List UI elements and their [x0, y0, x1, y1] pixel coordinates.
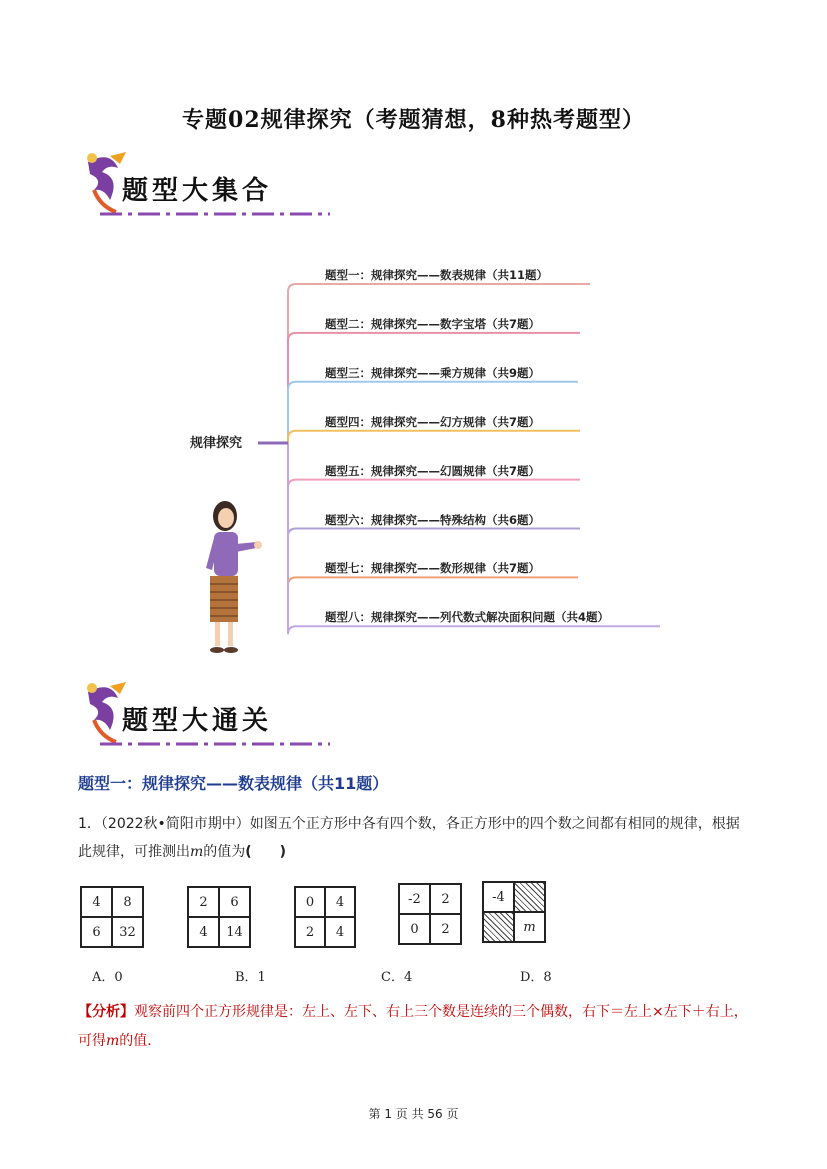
- hatched-cell: [514, 882, 545, 912]
- square-cell: 0: [295, 887, 325, 917]
- question-text-tail: 的值为: [203, 844, 246, 860]
- option-c[interactable]: C．4: [381, 970, 413, 985]
- square-cell: 6: [219, 887, 250, 917]
- question-1: [78, 810, 758, 866]
- banner-underline: [100, 740, 330, 750]
- question-text: 此规律，可推测出: [78, 844, 190, 860]
- square-1: [80, 886, 144, 948]
- mindmap-branch-line: [288, 431, 580, 443]
- analysis-text-tail: 的值．: [119, 1033, 162, 1049]
- section-banner-collection: [80, 150, 320, 225]
- analysis-tag: 【分析】: [78, 1004, 134, 1020]
- square-cell: 32: [112, 917, 143, 947]
- square-cell: 8: [112, 887, 143, 917]
- square-cell: 6: [81, 917, 112, 947]
- variable-m: m: [190, 844, 204, 860]
- page-footer: 第 1 页 共 56 页: [368, 1107, 459, 1121]
- square-cell: 2: [430, 884, 461, 914]
- mindmap-branch-label: 题型六：规律探究——特殊结构（共6题）: [325, 512, 540, 527]
- square-cell: 14: [219, 917, 250, 947]
- question-line-1: 1．（2022秋•简阳市期中）如图五个正方形中各有四个数，各正方形中的四个数之间都有相同的规律，根据: [78, 816, 740, 832]
- mindmap-root: 规律探究: [190, 436, 243, 451]
- mindmap-branch-label: 题型八：规律探究——列代数式解决面积问题（共4题）: [325, 610, 609, 625]
- square-cell: 4: [81, 887, 112, 917]
- square-2: [187, 886, 251, 948]
- analysis-line-1: [78, 998, 758, 1027]
- section-heading: 题型一：规律探究——数表规律（共11题）: [78, 774, 389, 793]
- square-cell: -4: [483, 882, 514, 912]
- variable-m: m: [106, 1033, 120, 1049]
- section-banner-practice: [80, 680, 320, 755]
- mindmap-branch-label: 题型四：规律探究——幻方规律（共7题）: [325, 414, 540, 429]
- mindmap-branch-label: 题型二：规律探究——数字宝塔（共7题）: [325, 316, 540, 331]
- analysis-block: [78, 998, 758, 1056]
- analysis-line-2: [78, 1027, 758, 1056]
- square-cell-m: m: [514, 912, 545, 942]
- square-cell: 2: [188, 887, 219, 917]
- mindmap-branch-label: 题型三：规律探究——乘方规律（共9题）: [325, 365, 540, 380]
- square-cell: 4: [188, 917, 219, 947]
- option-d[interactable]: D．8: [520, 970, 552, 985]
- square-5: [482, 881, 546, 943]
- square-cell: 2: [295, 917, 325, 947]
- square-4: [398, 883, 462, 945]
- option-b[interactable]: B．1: [235, 970, 266, 985]
- square-3: [294, 886, 356, 948]
- question-line-2: [78, 838, 758, 866]
- square-cell: 4: [325, 887, 355, 917]
- square-cell: -2: [399, 884, 430, 914]
- document-title: 专题02规律探究（考题猜想，8种热考题型）: [182, 107, 645, 133]
- analysis-text-2: 可得: [78, 1033, 106, 1049]
- hatched-cell: [483, 912, 514, 942]
- mindmap-branch-line: [288, 382, 578, 443]
- answer-bracket: ( ): [245, 844, 287, 860]
- square-cell: 0: [399, 914, 430, 944]
- banner-title: 题型大通关: [122, 706, 273, 736]
- square-cell: 4: [325, 917, 355, 947]
- banner-title: 题型大集合: [122, 176, 273, 206]
- mindmap-branch-label: 题型五：规律探究——幻圆规律（共7题）: [325, 463, 540, 478]
- mindmap-branch-label: 题型七：规律探究——数形规律（共7题）: [325, 561, 540, 576]
- banner-underline: [100, 210, 330, 220]
- analysis-text: 观察前四个正方形规律是：左上、左下、右上三个数是连续的三个偶数，右下＝左上×左下＋右上，: [134, 1004, 748, 1020]
- option-a[interactable]: A．0: [92, 970, 123, 985]
- teacher-illustration: [198, 498, 268, 658]
- mindmap-branch-label: 题型一：规律探究——数表规律（共11题）: [325, 268, 549, 282]
- square-cell: 2: [430, 914, 461, 944]
